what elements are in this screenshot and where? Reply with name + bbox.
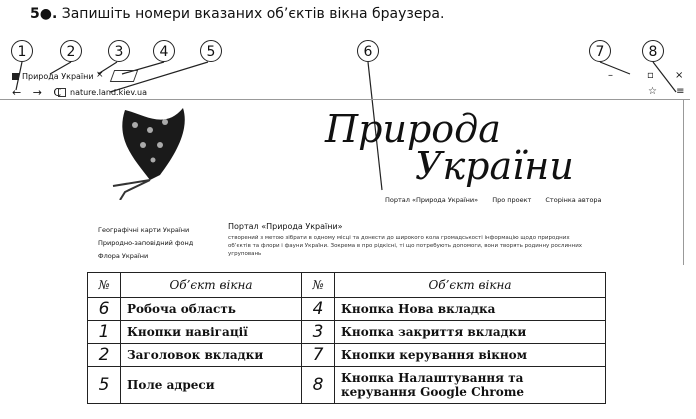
callout-5: 5: [200, 40, 222, 62]
nav-link-author[interactable]: Сторінка автора: [545, 196, 602, 204]
address-bar[interactable]: [58, 88, 147, 97]
task-text: Запишіть номери вказаних об’єктів вікна браузера.: [61, 6, 445, 22]
object-name: Робоча область: [121, 298, 302, 321]
table-header-row: [88, 273, 606, 298]
site-title-line1: Природа: [325, 107, 501, 151]
portal-description: створений з метою зібрати в одному місці та донести до широкого кола громадськості інформацію щодо природних об’єктів та флори і фауни України. Зокрема в про рідкісні, ті що потребують допомоги, вони творять родинну рослинних угруповань: [228, 235, 583, 257]
page-icon: [58, 88, 66, 97]
header-number: №: [302, 273, 335, 298]
task-number: 5●.: [30, 6, 58, 22]
portal-heading: Портал «Природа України»: [228, 222, 343, 231]
callout-8: 8: [642, 40, 664, 62]
menu-link-flora[interactable]: Флора України: [98, 252, 149, 260]
tab-title: Природа України: [22, 72, 94, 81]
minimize-button[interactable]: –: [608, 70, 613, 81]
table-row: [88, 367, 606, 404]
answer-number: 3: [302, 321, 335, 344]
object-name: Кнопка Налаштування та керування Google Chrome: [335, 367, 606, 404]
site-top-nav: [385, 196, 614, 204]
favicon-icon: [12, 73, 19, 80]
nav-link-about[interactable]: Про проект: [492, 196, 532, 204]
scrollbar[interactable]: [683, 100, 684, 265]
answer-number: 8: [302, 367, 335, 404]
table-row: [88, 344, 606, 367]
callout-1: 1: [11, 40, 33, 62]
answer-table: [87, 272, 606, 404]
object-name: Кнопка Нова вкладка: [335, 298, 606, 321]
menu-link-reserves[interactable]: Природно-заповідний фонд: [98, 239, 194, 247]
header-number: №: [88, 273, 121, 298]
tab-close-button[interactable]: ×: [96, 70, 104, 80]
header-object: Об’єкт вікна: [121, 273, 302, 298]
table-row: [88, 298, 606, 321]
callout-6: 6: [357, 40, 379, 62]
new-tab-button[interactable]: [110, 70, 138, 82]
answer-number: 6: [88, 298, 121, 321]
object-name: Кнопки навігації: [121, 321, 302, 344]
table-row: [88, 321, 606, 344]
butterfly-image: [105, 100, 195, 200]
menu-link-maps[interactable]: Географічні карти України: [98, 226, 190, 234]
pointer-7: [600, 62, 630, 74]
object-name: Кнопка закриття вкладки: [335, 321, 606, 344]
answer-number: 4: [302, 298, 335, 321]
navigation-buttons[interactable]: ← → C: [12, 86, 66, 99]
address-text: nature.land.kiev.ua: [70, 88, 147, 97]
callout-7: 7: [589, 40, 611, 62]
browser-tab[interactable]: [12, 72, 94, 81]
callout-3: 3: [108, 40, 130, 62]
nav-link-portal[interactable]: Портал «Природа України»: [385, 196, 479, 204]
answer-number: 2: [88, 344, 121, 367]
site-title-line2: України: [415, 144, 574, 188]
answer-number: 1: [88, 321, 121, 344]
answer-number: 5: [88, 367, 121, 404]
callout-4: 4: [153, 40, 175, 62]
close-window-button[interactable]: ×: [675, 70, 684, 81]
toolbar-divider: [0, 99, 690, 100]
answer-number: 7: [302, 344, 335, 367]
site-left-menu: [98, 224, 193, 263]
object-name: Кнопки керування вікном: [335, 344, 606, 367]
header-object: Об’єкт вікна: [335, 273, 606, 298]
callout-2: 2: [60, 40, 82, 62]
chrome-menu-button[interactable]: ☆ ≡: [648, 86, 693, 97]
maximize-button[interactable]: ▫: [647, 70, 654, 81]
object-name: Заголовок вкладки: [121, 344, 302, 367]
object-name: Поле адреси: [121, 367, 302, 404]
